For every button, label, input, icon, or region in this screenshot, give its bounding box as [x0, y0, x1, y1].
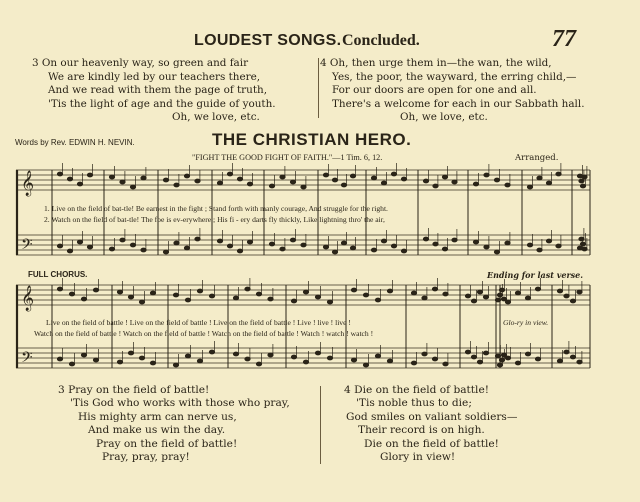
barlines [52, 170, 590, 368]
note-head [237, 177, 242, 181]
note-head [280, 247, 285, 251]
note-head [269, 242, 274, 246]
scripture-epigraph: "FIGHT THE GOOD FIGHT OF FAITH."—1 Tim. 6, 12. [192, 153, 383, 162]
note-head [120, 238, 125, 242]
verse-3-bottom [58, 384, 290, 464]
note-head [217, 181, 222, 185]
note-head [580, 184, 585, 188]
note-head [303, 360, 308, 364]
note-head [130, 185, 135, 189]
note-head [268, 353, 273, 357]
note-head [582, 247, 587, 251]
note-head [363, 293, 368, 297]
note-head [351, 358, 356, 362]
verse-line: Glory in view! [380, 451, 456, 464]
note-head [150, 361, 155, 365]
note-head [227, 172, 232, 176]
note-head [93, 288, 98, 292]
note-head [81, 297, 86, 301]
note-head [391, 172, 396, 176]
note-head [432, 357, 437, 361]
note-head [546, 181, 551, 185]
note-head [185, 354, 190, 358]
note-head [247, 240, 252, 244]
note-head [256, 362, 261, 366]
treble-clef-icon: 𝄞 [21, 286, 35, 311]
verse-line: Yes, the poor, the wayward, the erring child,— [332, 70, 577, 83]
note-head [443, 362, 448, 366]
note-head [128, 351, 133, 355]
note-head [130, 243, 135, 247]
note-head [268, 297, 273, 301]
note-head [465, 294, 470, 298]
note-head [537, 176, 542, 180]
note-head [473, 182, 478, 186]
note-head [556, 244, 561, 248]
note-head [473, 240, 478, 244]
note-head [423, 237, 428, 241]
note-head [387, 289, 392, 293]
note-head [375, 298, 380, 302]
note-head [184, 174, 189, 178]
bass-clef-icon: 𝄢 [21, 349, 33, 370]
note-head [117, 290, 122, 294]
verse-line: 4 Die on the field of battle! [344, 384, 489, 396]
note-head [443, 292, 448, 296]
note-head [87, 173, 92, 177]
note-head [109, 247, 114, 251]
note-head [387, 359, 392, 363]
note-head [433, 242, 438, 246]
note-head [442, 247, 447, 251]
verse-line: Oh, we love, etc. [400, 111, 488, 124]
note-head [505, 241, 510, 245]
note-head [327, 356, 332, 360]
note-head [141, 176, 146, 180]
note-head [57, 244, 62, 248]
chorus-glory: Glo-ry in view. [503, 318, 549, 327]
note-head [422, 296, 427, 300]
note-head [323, 173, 328, 177]
note-head [332, 250, 337, 254]
note-head [237, 249, 242, 253]
note-head [411, 291, 416, 295]
note-head [525, 352, 530, 356]
note-head [197, 289, 202, 293]
verse-line: 4 Oh, then urge them in—the wan, the wild, [320, 57, 552, 69]
note-head [401, 249, 406, 253]
verse-line: 3 On our heavenly way, so green and fair [32, 57, 249, 69]
note-head [315, 295, 320, 299]
note-head [579, 237, 584, 241]
note-head [465, 350, 470, 354]
note-head [381, 181, 386, 185]
note-head [371, 176, 376, 180]
note-head [174, 241, 179, 245]
verse-line: Pray, pray, pray! [102, 451, 190, 464]
note-head [477, 360, 482, 364]
note-head [535, 357, 540, 361]
note-head [303, 290, 308, 294]
note-head [128, 295, 133, 299]
lyric-verse-2: 2. Watch on the field of bat-tle! The foe is ev-erywhere ; His fi - ery darts fly thickly, Like lightning thro' the air, [44, 215, 385, 224]
note-head [173, 293, 178, 297]
note-head [375, 354, 380, 358]
note-head [290, 180, 295, 184]
note-head [256, 292, 261, 296]
note-head [471, 355, 476, 359]
note-head [57, 172, 62, 176]
note-head [452, 238, 457, 242]
note-head [69, 362, 74, 366]
note-head [499, 358, 504, 362]
note-head [350, 246, 355, 250]
note-head [484, 173, 489, 177]
verse-line: Die on the field of battle! [364, 437, 499, 450]
verse-line: 3 Pray on the field of battle! [58, 384, 210, 396]
verse-line: 'Tis the light of age and the guide of youth. [48, 97, 276, 110]
note-head [537, 248, 542, 252]
note-head [173, 363, 178, 367]
note-head [527, 243, 532, 247]
note-head [290, 238, 295, 242]
note-head [442, 175, 447, 179]
page-heading: LOUDEST SONGS. [194, 32, 342, 49]
note-head [433, 184, 438, 188]
note-head [93, 358, 98, 362]
note-head [77, 182, 82, 186]
note-head [452, 180, 457, 184]
note-head [269, 184, 274, 188]
note-head [291, 355, 296, 359]
verse-line: His mighty arm can nerve us, [78, 410, 237, 423]
note-head [233, 296, 238, 300]
note-head [341, 183, 346, 187]
note-head [495, 298, 500, 302]
note-head [233, 352, 238, 356]
note-head [247, 182, 252, 186]
verse-line: Their record is on high. [358, 424, 485, 437]
words-credit: Words by Rev. EDWIN H. NEVIN. [15, 138, 135, 147]
note-head [505, 356, 510, 360]
verse-line: And make us win the day. [88, 424, 226, 437]
verse-4-bottom [344, 384, 517, 464]
note-head [174, 183, 179, 187]
ending-label: Ending for last verse. [487, 270, 584, 280]
note-head [577, 290, 582, 294]
note-head [323, 245, 328, 249]
note-head [209, 294, 214, 298]
note-head [494, 178, 499, 182]
note-head [163, 178, 168, 182]
note-head [471, 299, 476, 303]
note-head [120, 180, 125, 184]
verse-line: God smiles on valiant soldiers— [346, 410, 518, 423]
arranged-label: Arranged. [515, 153, 559, 163]
note-head [484, 245, 489, 249]
note-head [341, 241, 346, 245]
verse-line: 'Tis God who works with those who pray, [70, 397, 290, 410]
note-head [505, 183, 510, 187]
song-title: THE CHRISTIAN HERO. [212, 130, 412, 149]
verse-divider [320, 386, 321, 464]
note-head [497, 293, 502, 297]
note-head [422, 352, 427, 356]
note-head [150, 291, 155, 295]
chorus-lyric-1: Live on the field of battle ! Live on the field of battle ! Live on the field of battle ! Live ! live ! live ! [46, 318, 351, 327]
note-head [350, 174, 355, 178]
note-head [67, 177, 72, 181]
note-head [363, 363, 368, 367]
note-head [195, 179, 200, 183]
note-head [57, 357, 62, 361]
verse-line: 'Tis noble thus to die; [356, 397, 472, 410]
verse-line: For our doors are open for one and all. [332, 84, 537, 97]
note-head [497, 363, 502, 367]
chorus-lyric-2: Watch on the field of battle ! Watch on the field of battle ! Watch on the field of battle ! Watch ! watch ! watch ! [34, 329, 374, 338]
note-head [109, 175, 114, 179]
verse-line: Pray on the field of battle! [96, 437, 238, 450]
verse-line: Oh, we love, etc. [172, 111, 260, 124]
note-head [564, 350, 569, 354]
note-head [525, 296, 530, 300]
verse-line: There's a welcome for each in our Sabbath hall. [332, 97, 585, 110]
note-head [371, 248, 376, 252]
note-head [141, 248, 146, 252]
verse-line: And we read with them the page of truth, [48, 84, 267, 97]
note-head [184, 246, 189, 250]
note-head [580, 242, 585, 246]
note-head [579, 179, 584, 183]
note-head [315, 351, 320, 355]
note-head [245, 357, 250, 361]
note-head [535, 287, 540, 291]
note-head [432, 287, 437, 291]
note-head [477, 290, 482, 294]
note-head [515, 361, 520, 365]
note-head [117, 360, 122, 364]
note-head [423, 179, 428, 183]
note-head [483, 295, 488, 299]
note-head [245, 287, 250, 291]
note-head [185, 298, 190, 302]
note-head [57, 287, 62, 291]
note-head [163, 250, 168, 254]
note-head [69, 292, 74, 296]
note-head [527, 185, 532, 189]
note-head [556, 172, 561, 176]
note-head [495, 354, 500, 358]
note-head [195, 237, 200, 241]
note-head [227, 244, 232, 248]
note-head [515, 291, 520, 295]
note-head [139, 300, 144, 304]
full-chorus-label: FULL CHORUS. [28, 270, 88, 279]
note-head [570, 299, 575, 303]
note-head [77, 240, 82, 244]
note-head [401, 177, 406, 181]
note-head [197, 359, 202, 363]
verse-line: We are kindly led by our teachers there, [48, 70, 261, 83]
lyric-verse-1: 1. Live on the field of bat-tle! Be earnest in the fight ; Stand forth with manly courage, And struggle for the right. [44, 204, 388, 213]
note-head [87, 245, 92, 249]
note-head [391, 244, 396, 248]
note-head [280, 175, 285, 179]
note-head [570, 355, 575, 359]
note-head [301, 243, 306, 247]
note-head [327, 300, 332, 304]
note-head [291, 299, 296, 303]
note-head [557, 289, 562, 293]
note-head [81, 353, 86, 357]
note-head [577, 360, 582, 364]
note-head [381, 239, 386, 243]
page-number: 77 [552, 26, 576, 52]
note-head [351, 288, 356, 292]
note-head [557, 359, 562, 363]
note-head [582, 175, 587, 179]
page-subheading: Concluded. [342, 32, 420, 49]
bass-clef-icon: 𝄢 [21, 236, 33, 257]
note-head [332, 178, 337, 182]
note-head [494, 250, 499, 254]
note-head [411, 361, 416, 365]
note-head [217, 239, 222, 243]
note-head [505, 300, 510, 304]
note-head [209, 350, 214, 354]
note-head [564, 294, 569, 298]
note-head [139, 356, 144, 360]
note-head [301, 185, 306, 189]
note-head [483, 351, 488, 355]
treble-clef-icon: 𝄞 [21, 171, 35, 196]
note-head [546, 239, 551, 243]
note-head [67, 249, 72, 253]
